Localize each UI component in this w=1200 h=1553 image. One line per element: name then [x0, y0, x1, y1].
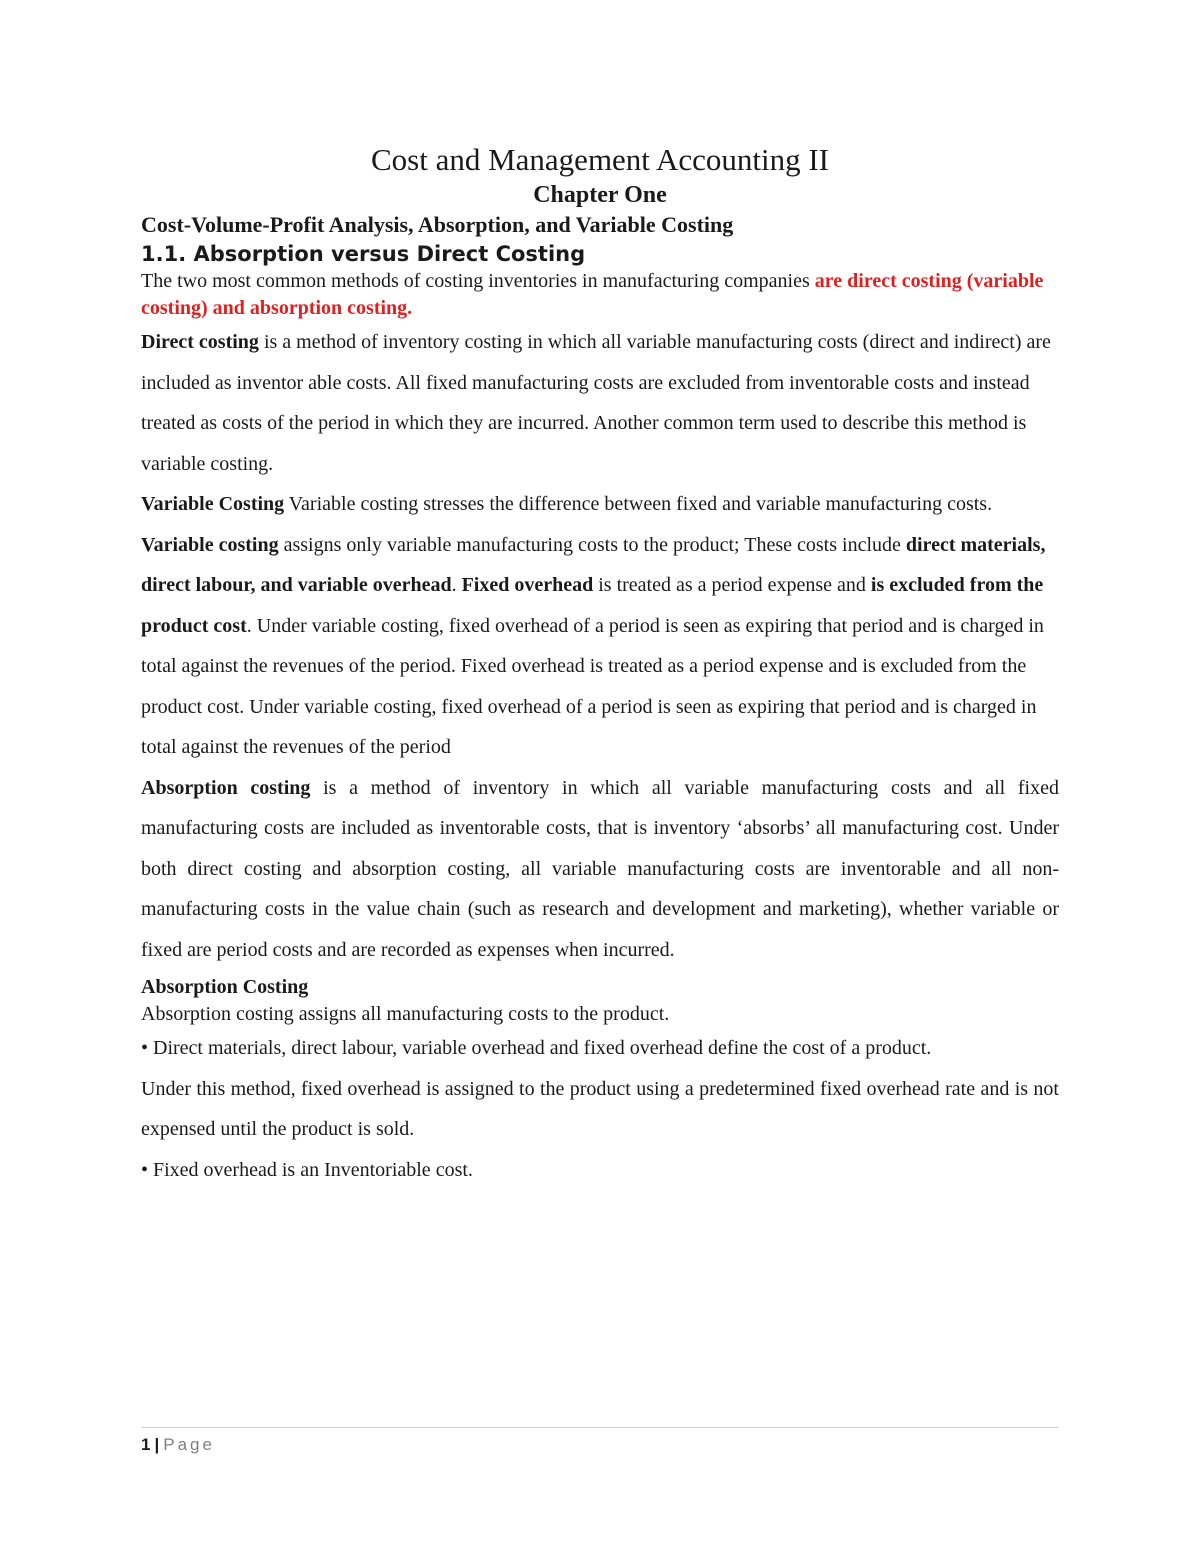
intro-paragraph: [141, 268, 1059, 322]
page-label: Page: [163, 1435, 215, 1454]
absorption-costing-line: Absorption costing assigns all manufacturing costs to the product.: [141, 1003, 670, 1025]
chapter-heading: Chapter One: [533, 182, 667, 208]
intro-highlight: are direct costing (variable costing) and absorption costing.: [141, 270, 1044, 319]
absorption-costing-term: Absorption costing: [141, 776, 311, 799]
document-page: [141, 140, 1059, 1190]
variable-costing-term-2: Variable costing: [141, 533, 279, 556]
variable-costing-text-2c: is treated as a period expense and: [593, 574, 871, 596]
variable-costing-text-1: Variable costing stresses the difference between fixed and variable manufacturing costs.: [284, 493, 993, 515]
direct-costing-text: is a method of inventory costing in which all variable manufacturing costs (direct and indirect) are included as inventor able costs. All fixed manufacturing costs are excluded from inventorable costs and instead treated as costs of the period in which they are incurred. Another common term used to describe this method is variable costing.: [141, 331, 1051, 475]
bullet-direct-materials: • Direct materials, direct labour, variable overhead and fixed overhead define the cost of a product.: [141, 1037, 932, 1059]
variable-costing-bold-3: is excluded from the product cost: [141, 574, 1044, 637]
variable-costing-paragraph-1: [141, 484, 1059, 525]
footer-divider: [141, 1427, 1059, 1428]
variable-costing-text-2b: .: [451, 574, 462, 596]
bullet-fixed-overhead: • Fixed overhead is an Inventoriable cost.: [141, 1158, 473, 1181]
variable-costing-text-2a: assigns only variable manufacturing costs to the product; These costs include: [278, 533, 906, 556]
footer-separator: |: [154, 1435, 160, 1454]
intro-text: The two most common methods of costing inventories in manufacturing companies: [141, 270, 815, 292]
variable-costing-bold-2: Fixed overhead: [461, 574, 594, 596]
variable-costing-term-1: Variable Costing: [141, 493, 285, 515]
variable-costing-paragraph-2: [141, 525, 1059, 768]
direct-costing-paragraph: [141, 322, 1059, 484]
chapter-subtitle: Cost-Volume-Profit Analysis, Absorption, and Variable Costing: [141, 212, 734, 237]
page-number: 1: [141, 1435, 151, 1454]
absorption-costing-text: is a method of inventory in which all variable manufacturing costs and all fixed manufacturing costs are included as inventorable costs, that is inventory ‘absorbs’ all manufacturing cost. Under both direct costing and absorption costing, all variable manufacturing costs are inventorable and all non-manufacturing costs in the value chain (such as research and development and marketing), whether variable or fixed are period costs and are recorded as expenses when incurred.: [141, 776, 1059, 961]
page-footer: [141, 1433, 215, 1457]
method-paragraph: Under this method, fixed overhead is assigned to the product using a predetermined fixed overhead rate and is not expensed until the product is sold.: [141, 1077, 1059, 1140]
variable-costing-text-2d: . Under variable costing, fixed overhead of a period is seen as expiring that period and is charged in total against the revenues of the period. Fixed overhead is treated as a period expense and is excluded from the product cost. Under variable costing, fixed overhead of a period is seen as expiring that period and is charged in total against the revenues of the period: [141, 614, 1044, 758]
variable-costing-bold-1: direct materials, direct labour, and variable overhead: [141, 533, 1046, 596]
direct-costing-term: Direct costing: [141, 331, 259, 353]
absorption-costing-heading: Absorption Costing: [141, 976, 309, 998]
document-title: Cost and Management Accounting II: [370, 142, 829, 177]
section-heading: 1.1. Absorption versus Direct Costing: [141, 242, 586, 266]
absorption-costing-paragraph: [141, 768, 1059, 971]
